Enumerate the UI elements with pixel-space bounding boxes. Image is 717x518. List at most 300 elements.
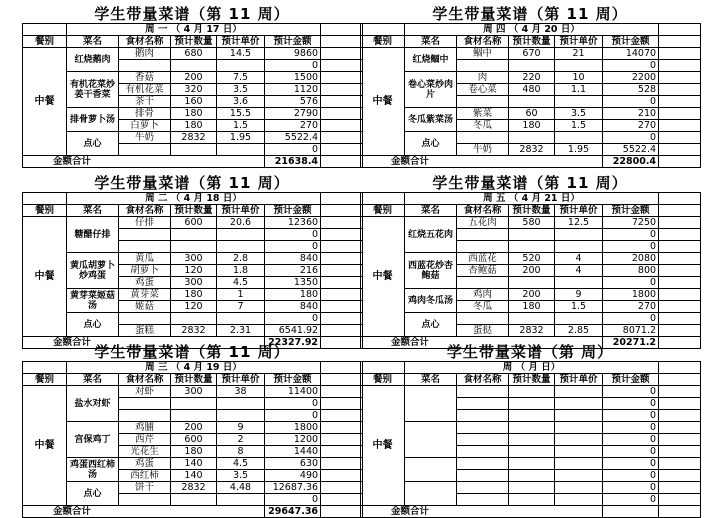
amount-cell: 1800 (265, 422, 321, 434)
ingredient-cell (119, 313, 171, 325)
price-cell: 20.6 (217, 217, 265, 229)
col-price: 预计单价 (555, 205, 603, 217)
col-ingredient: 食材名称 (457, 205, 509, 217)
ingredient-cell: 紫菜 (457, 108, 509, 120)
qty-cell: 2832 (171, 482, 217, 494)
amount-cell: 6541.92 (265, 325, 321, 337)
amount-cell: 9860 (265, 48, 321, 60)
meal-label: 中餐 (23, 386, 67, 506)
ingredient-cell: 仔排 (119, 217, 171, 229)
total-amount: 22327.92 (265, 337, 321, 349)
qty-cell (509, 132, 555, 144)
amount-cell: 1800 (603, 289, 659, 301)
dish-name: 点心 (67, 132, 119, 156)
total-amount (603, 506, 659, 518)
qty-cell: 520 (509, 253, 555, 265)
amount-cell: 0 (265, 144, 321, 156)
dish-name (405, 386, 457, 422)
table-row (361, 386, 701, 398)
meal-label: 中餐 (23, 48, 67, 156)
table-row (361, 132, 701, 144)
dish-name: 西蓝花炒杏鲍菇 (405, 253, 457, 289)
qty-cell: 140 (171, 470, 217, 482)
col-meal-type: 餐别 (361, 205, 405, 217)
price-cell (555, 434, 603, 446)
col-ingredient: 食材名称 (457, 374, 509, 386)
menu-panel (360, 174, 700, 349)
dish-name: 红烧五花肉 (405, 217, 457, 253)
ingredient-cell (457, 434, 509, 446)
ingredient-cell: 冬瓜 (457, 301, 509, 313)
amount-cell: 11400 (265, 386, 321, 398)
price-cell: 21 (555, 48, 603, 60)
price-cell: 1.5 (217, 120, 265, 132)
total-label: 金额合计 (23, 156, 265, 168)
amount-cell: 0 (265, 410, 321, 422)
dish-name: 盐水对虾 (67, 386, 119, 422)
amount-cell: 0 (265, 313, 321, 325)
price-cell: 10 (555, 72, 603, 84)
amount-cell: 210 (603, 108, 659, 120)
price-cell (555, 60, 603, 72)
table-row (23, 422, 363, 434)
col-price: 预计单价 (217, 36, 265, 48)
amount-cell: 630 (265, 458, 321, 470)
qty-cell (509, 229, 555, 241)
qty-cell: 200 (171, 72, 217, 84)
ingredient-cell (457, 458, 509, 470)
amount-cell: 12360 (265, 217, 321, 229)
qty-cell: 220 (509, 72, 555, 84)
table-row (23, 289, 363, 301)
amount-cell: 0 (603, 458, 659, 470)
dish-name: 卷心菜炒肉片 (405, 72, 457, 108)
col-dish: 菜名 (67, 36, 119, 48)
amount-cell: 576 (265, 96, 321, 108)
price-cell: 4.48 (217, 482, 265, 494)
amount-cell: 0 (603, 241, 659, 253)
dish-name: 有机花菜炒姜干香菜 (67, 72, 119, 108)
col-meal-type: 餐别 (361, 374, 405, 386)
table-row (361, 458, 701, 470)
ingredient-cell (119, 229, 171, 241)
qty-cell (171, 313, 217, 325)
qty-cell: 320 (171, 84, 217, 96)
qty-cell: 300 (171, 277, 217, 289)
table-row (23, 313, 363, 325)
dish-name: 黄芽菜姬菇汤 (67, 289, 119, 313)
panel-title: 学生带量菜谱（第 11 周） (432, 5, 628, 23)
panel-title: 学生带量菜谱（第 周） (446, 343, 614, 361)
menu-panel (360, 343, 700, 518)
price-cell (555, 494, 603, 506)
qty-cell (509, 410, 555, 422)
amount-cell: 270 (603, 120, 659, 132)
amount-cell: 0 (603, 398, 659, 410)
price-cell: 38 (217, 386, 265, 398)
col-amount: 预计金额 (603, 36, 659, 48)
ingredient-cell (119, 410, 171, 422)
price-cell: 9 (217, 422, 265, 434)
col-price: 预计单价 (555, 374, 603, 386)
menu-table (360, 23, 701, 168)
price-cell: 3.5 (217, 84, 265, 96)
col-dish: 菜名 (405, 205, 457, 217)
col-ingredient: 食材名称 (119, 36, 171, 48)
ingredient-cell (119, 144, 171, 156)
price-cell (217, 410, 265, 422)
ingredient-cell (457, 132, 509, 144)
price-cell (217, 313, 265, 325)
qty-cell (509, 386, 555, 398)
qty-cell (509, 313, 555, 325)
qty-cell: 200 (509, 265, 555, 277)
amount-cell: 5522.4 (265, 132, 321, 144)
menu-panel (360, 5, 700, 168)
col-qty: 预计数量 (509, 374, 555, 386)
qty-cell: 200 (171, 422, 217, 434)
qty-cell: 180 (509, 120, 555, 132)
table-row (361, 253, 701, 265)
ingredient-cell: 牛奶 (457, 144, 509, 156)
col-qty: 预计数量 (171, 36, 217, 48)
col-qty: 预计数量 (509, 205, 555, 217)
amount-cell: 0 (603, 482, 659, 494)
ingredient-cell (457, 494, 509, 506)
col-ingredient: 食材名称 (457, 36, 509, 48)
amount-cell: 270 (603, 301, 659, 313)
qty-cell: 180 (171, 446, 217, 458)
ingredient-cell: 排骨 (119, 108, 171, 120)
ingredient-cell: 蛋挞 (457, 325, 509, 337)
menu-panel (22, 343, 362, 518)
amount-cell: 0 (603, 132, 659, 144)
table-row (361, 313, 701, 325)
col-amount: 预计金额 (603, 205, 659, 217)
dish-name: 红烧鲴中 (405, 48, 457, 72)
panel-title: 学生带量菜谱（第 11 周） (94, 174, 290, 192)
menu-table (22, 361, 363, 518)
qty-cell (171, 144, 217, 156)
price-cell (555, 313, 603, 325)
dish-name: 点心 (405, 313, 457, 337)
amount-cell: 1350 (265, 277, 321, 289)
price-cell (217, 60, 265, 72)
day-header: 周 三 （ 4 月 19 日） (67, 362, 321, 374)
qty-cell: 140 (171, 458, 217, 470)
price-cell (555, 386, 603, 398)
qty-cell: 600 (171, 217, 217, 229)
ingredient-cell: 香菇 (119, 72, 171, 84)
amount-cell: 2080 (603, 253, 659, 265)
ingredient-cell: 鸡蛋 (119, 277, 171, 289)
ingredient-cell (457, 96, 509, 108)
amount-cell: 0 (603, 60, 659, 72)
total-label: 金额合计 (361, 337, 603, 349)
price-cell: 3.5 (555, 108, 603, 120)
amount-cell: 0 (603, 494, 659, 506)
qty-cell (171, 494, 217, 506)
qty-cell: 2832 (171, 325, 217, 337)
qty-cell: 670 (509, 48, 555, 60)
amount-cell: 0 (603, 313, 659, 325)
price-cell: 1 (217, 289, 265, 301)
qty-cell (509, 494, 555, 506)
ingredient-cell (457, 313, 509, 325)
col-meal-type: 餐别 (23, 374, 67, 386)
qty-cell: 600 (171, 434, 217, 446)
price-cell: 4 (555, 265, 603, 277)
menu-table (22, 23, 363, 168)
total-label: 金额合计 (361, 506, 603, 518)
qty-cell: 120 (171, 301, 217, 313)
amount-cell: 7250 (603, 217, 659, 229)
price-cell (555, 458, 603, 470)
amount-cell: 2200 (603, 72, 659, 84)
price-cell: 8 (217, 446, 265, 458)
amount-cell: 0 (265, 241, 321, 253)
total-label: 金额合计 (23, 337, 265, 349)
table-row (361, 72, 701, 84)
ingredient-cell: 西蓝花 (457, 253, 509, 265)
dish-name: 冬瓜紫菜汤 (405, 108, 457, 132)
qty-cell: 160 (171, 96, 217, 108)
ingredient-cell: 有机花菜 (119, 84, 171, 96)
ingredient-cell: 鸡肉 (457, 289, 509, 301)
price-cell: 15.5 (217, 108, 265, 120)
menu-panel (22, 174, 362, 349)
amount-cell: 1500 (265, 72, 321, 84)
ingredient-cell (457, 482, 509, 494)
dish-name: 点心 (67, 482, 119, 506)
price-cell (555, 398, 603, 410)
ingredient-cell (457, 398, 509, 410)
qty-cell: 2832 (171, 132, 217, 144)
ingredient-cell: 黄芽菜 (119, 289, 171, 301)
price-cell (555, 229, 603, 241)
amount-cell: 840 (265, 253, 321, 265)
ingredient-cell: 西红柿 (119, 470, 171, 482)
col-amount: 预计金额 (265, 374, 321, 386)
ingredient-cell (457, 229, 509, 241)
col-qty: 预计数量 (171, 205, 217, 217)
ingredient-cell: 茶干 (119, 96, 171, 108)
ingredient-cell: 鹅肉 (119, 48, 171, 60)
amount-cell: 0 (603, 229, 659, 241)
price-cell: 1.8 (217, 265, 265, 277)
qty-cell (509, 458, 555, 470)
col-qty: 预计数量 (171, 374, 217, 386)
dish-name: 排骨萝卜汤 (67, 108, 119, 132)
price-cell: 3.5 (217, 470, 265, 482)
qty-cell: 120 (171, 265, 217, 277)
table-row (361, 482, 701, 494)
price-cell (555, 470, 603, 482)
table-row (361, 48, 701, 60)
ingredient-cell: 杏鲍菇 (457, 265, 509, 277)
amount-cell: 2790 (265, 108, 321, 120)
price-cell (217, 144, 265, 156)
day-header: 周 （ 月 日） (405, 362, 659, 374)
dish-name: 糖醋仔排 (67, 217, 119, 253)
total-amount: 20271.2 (603, 337, 659, 349)
ingredient-cell: 光花生 (119, 446, 171, 458)
ingredient-cell (457, 410, 509, 422)
ingredient-cell: 鸡蛋 (119, 458, 171, 470)
amount-cell: 12687.36 (265, 482, 321, 494)
col-dish: 菜名 (67, 205, 119, 217)
panel-title: 学生带量菜谱（第 11 周） (432, 174, 628, 192)
price-cell: 9 (555, 289, 603, 301)
price-cell: 4.5 (217, 458, 265, 470)
ingredient-cell (457, 60, 509, 72)
qty-cell (171, 398, 217, 410)
ingredient-cell (457, 277, 509, 289)
table-row (23, 253, 363, 265)
col-price: 预计单价 (555, 36, 603, 48)
price-cell: 14.5 (217, 48, 265, 60)
ingredient-cell (457, 422, 509, 434)
price-cell (217, 241, 265, 253)
price-cell: 4 (555, 253, 603, 265)
dish-name: 点心 (405, 132, 457, 156)
table-row (23, 217, 363, 229)
day-header: 周 五 （ 4 月 21 日） (405, 193, 659, 205)
amount-cell: 0 (265, 60, 321, 72)
table-row (23, 132, 363, 144)
ingredient-cell (119, 60, 171, 72)
price-cell (555, 422, 603, 434)
ingredient-cell: 冬瓜 (457, 120, 509, 132)
amount-cell: 8071.2 (603, 325, 659, 337)
col-price: 预计单价 (217, 205, 265, 217)
ingredient-cell: 五花肉 (457, 217, 509, 229)
day-header: 周 四 （ 4 月 20 日） (405, 24, 659, 36)
meal-label: 中餐 (23, 217, 67, 337)
price-cell: 12.5 (555, 217, 603, 229)
col-ingredient: 食材名称 (119, 374, 171, 386)
col-ingredient: 食材名称 (119, 205, 171, 217)
total-amount: 21638.4 (265, 156, 321, 168)
price-cell (217, 229, 265, 241)
amount-cell: 840 (265, 301, 321, 313)
amount-cell: 0 (603, 386, 659, 398)
ingredient-cell (457, 386, 509, 398)
amount-cell: 0 (603, 96, 659, 108)
amount-cell: 1120 (265, 84, 321, 96)
price-cell (555, 410, 603, 422)
dish-name: 点心 (67, 313, 119, 337)
qty-cell: 2832 (509, 325, 555, 337)
meal-label: 中餐 (361, 217, 405, 337)
menu-panel (22, 5, 362, 168)
panel-title: 学生带量菜谱（第 11 周） (94, 343, 290, 361)
qty-cell (171, 410, 217, 422)
dish-name: 红烧鹅肉 (67, 48, 119, 72)
menu-table (360, 361, 701, 518)
amount-cell: 0 (603, 277, 659, 289)
qty-cell (509, 470, 555, 482)
col-price: 预计单价 (217, 374, 265, 386)
ingredient-cell (457, 470, 509, 482)
ingredient-cell (119, 494, 171, 506)
ingredient-cell: 对虾 (119, 386, 171, 398)
ingredient-cell: 黄瓜 (119, 253, 171, 265)
table-row (361, 108, 701, 120)
price-cell: 1.95 (217, 132, 265, 144)
amount-cell: 490 (265, 470, 321, 482)
col-dish: 菜名 (67, 374, 119, 386)
amount-cell: 1440 (265, 446, 321, 458)
ingredient-cell (119, 398, 171, 410)
price-cell: 2.8 (217, 253, 265, 265)
ingredient-cell: 鲴中 (457, 48, 509, 60)
qty-cell (509, 241, 555, 253)
qty-cell: 300 (171, 386, 217, 398)
price-cell (555, 241, 603, 253)
ingredient-cell: 姬菇 (119, 301, 171, 313)
col-amount: 预计金额 (265, 205, 321, 217)
price-cell (555, 132, 603, 144)
day-header: 周 二 （ 4 月 18 日） (67, 193, 321, 205)
qty-cell (171, 60, 217, 72)
qty-cell (509, 482, 555, 494)
price-cell: 1.5 (555, 120, 603, 132)
qty-cell: 180 (171, 108, 217, 120)
price-cell: 2 (217, 434, 265, 446)
ingredient-cell: 蛋糕 (119, 325, 171, 337)
col-meal-type: 餐别 (361, 36, 405, 48)
price-cell: 3.6 (217, 96, 265, 108)
qty-cell: 180 (171, 289, 217, 301)
qty-cell (509, 434, 555, 446)
ingredient-cell (457, 241, 509, 253)
amount-cell: 0 (603, 446, 659, 458)
amount-cell: 0 (265, 494, 321, 506)
qty-cell: 580 (509, 217, 555, 229)
amount-cell: 180 (265, 289, 321, 301)
table-row (361, 422, 701, 434)
table-row (23, 72, 363, 84)
ingredient-cell (457, 446, 509, 458)
ingredient-cell (119, 241, 171, 253)
panel-title: 学生带量菜谱（第 11 周） (94, 5, 290, 23)
ingredient-cell: 白萝卜 (119, 120, 171, 132)
dish-name: 鸡肉冬瓜汤 (405, 289, 457, 313)
table-row (361, 217, 701, 229)
qty-cell (509, 398, 555, 410)
col-amount: 预计金额 (265, 36, 321, 48)
amount-cell: 0 (603, 470, 659, 482)
meal-label: 中餐 (361, 48, 405, 156)
ingredient-cell: 饼干 (119, 482, 171, 494)
ingredient-cell: 牛奶 (119, 132, 171, 144)
amount-cell: 0 (603, 410, 659, 422)
amount-cell: 270 (265, 120, 321, 132)
amount-cell: 216 (265, 265, 321, 277)
ingredient-cell: 胡萝卜 (119, 265, 171, 277)
qty-cell (171, 241, 217, 253)
menu-table (360, 192, 701, 349)
price-cell: 2.85 (555, 325, 603, 337)
ingredient-cell: 鸡脯 (119, 422, 171, 434)
amount-cell: 14070 (603, 48, 659, 60)
col-amount: 预计金额 (603, 374, 659, 386)
qty-cell: 680 (171, 48, 217, 60)
price-cell: 1.95 (555, 144, 603, 156)
qty-cell: 480 (509, 84, 555, 96)
amount-cell: 0 (603, 422, 659, 434)
